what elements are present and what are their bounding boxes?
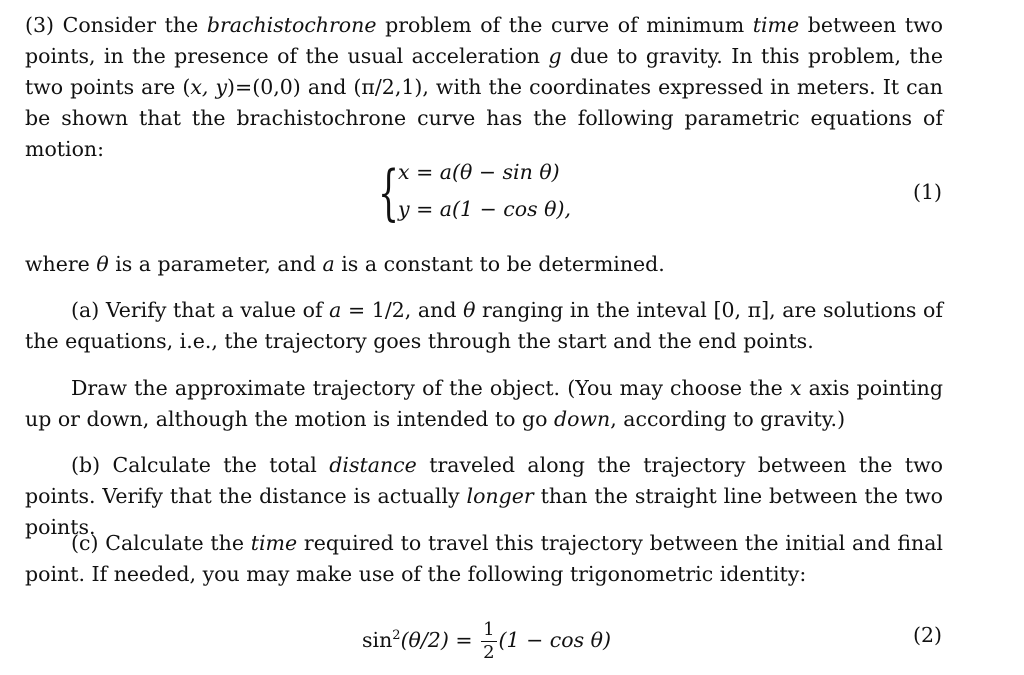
intro-text: )=(0,0) and (π/2,1), with the coordinates expressed in meters. It can be shown that the brachistochrone curve has the following parametric equations of motion: <box>25 75 943 161</box>
intro-text: due to gravity. In this problem, the two points are ( <box>25 44 943 99</box>
intro-text: problem of the curve of minimum <box>376 13 753 37</box>
part-c-paragraph: (c) Calculate the time required to travel this trajectory between the initial and final point. If needed, you may make use of the following trigonometric identity: <box>25 531 943 586</box>
distance-term: distance <box>329 453 417 477</box>
intro-paragraph <box>25 10 943 165</box>
equation-1-number: (1) <box>912 180 942 204</box>
parameter-paragraph: where θ is a parameter, and a is a constant to be determined. <box>25 252 665 276</box>
intro-text: (3) Consider the <box>25 13 207 37</box>
intro-text: between two points, in the presence of the usual acceleration <box>25 13 944 68</box>
time-term: time <box>250 531 298 555</box>
xy-symbol: x, y <box>190 75 228 99</box>
down-term: down <box>553 407 611 431</box>
a-symbol: a <box>322 252 335 276</box>
equation-1-line-2: y = a(1 − cos θ), <box>398 197 571 221</box>
part-b-paragraph: (b) Calculate the total distance traveled along the trajectory between the two points. Verify that the distance is actually longer than the straight line between the two points. <box>25 453 944 539</box>
equation-1-line-1: x = a(θ − sin θ) <box>398 160 560 184</box>
equation-2: $\sin^2(\theta/2)$ = $\frac{1}{2}$ (1 − cos θ) <box>362 618 611 663</box>
equation-2-number: (2) <box>912 623 942 647</box>
equation-brace: { <box>378 158 400 228</box>
gravity-symbol: g <box>548 44 562 68</box>
longer-term: longer <box>466 484 534 508</box>
one-half-fraction: $\frac{1}{2}$ <box>483 618 495 663</box>
time-term: time <box>752 13 800 37</box>
draw-paragraph: Draw the approximate trajectory of the object. (You may choose the x axis pointing up or down, although the motion is intended to go down, according to gravity.) <box>25 376 943 431</box>
part-a-paragraph: (a) Verify that a value of a = 1/2, and θ ranging in the inteval [0, π], are solutions of the equations, i.e., the trajectory goes through the start and the end points. <box>25 298 943 353</box>
brachistochrone-term: brachistochrone <box>206 13 377 37</box>
theta-symbol: θ <box>96 252 109 276</box>
